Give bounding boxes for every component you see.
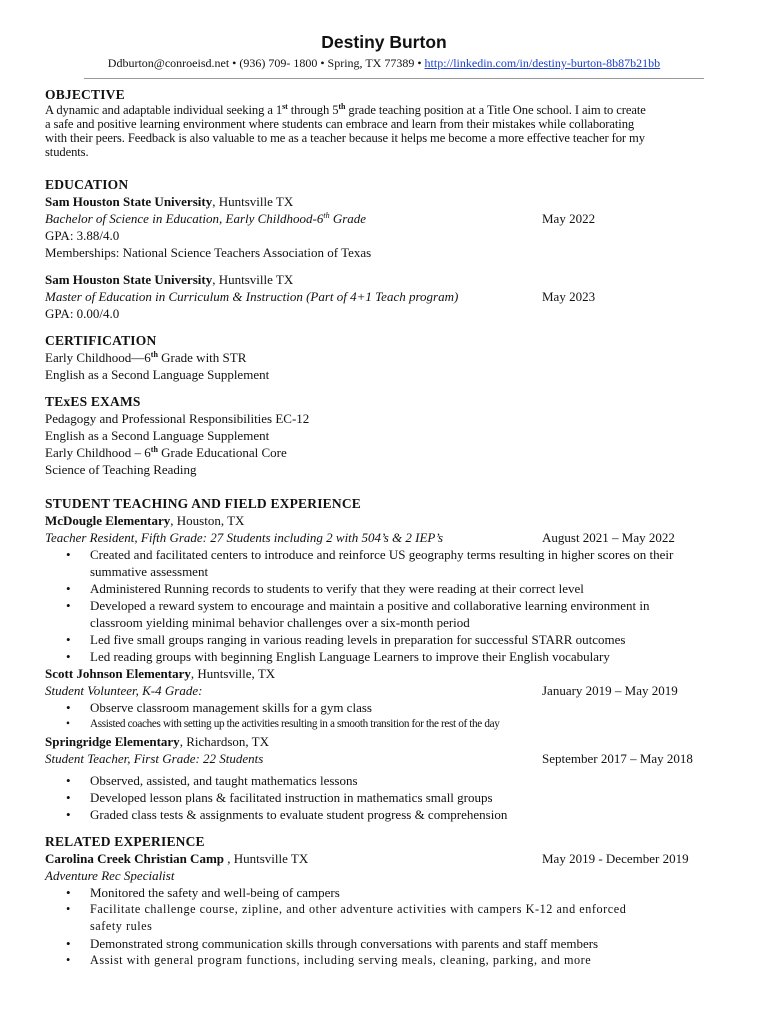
education-date: May 2022: [542, 211, 596, 226]
objective-sup-a: st: [282, 102, 288, 111]
bullet-item: • Observe classroom management skills for a gym class: [45, 699, 725, 716]
job-date: September 2017 – May 2018: [542, 751, 693, 766]
job-bullets: [45, 546, 725, 665]
bullet-item: • Led five small groups ranging in various reading levels in preparation for successful STARR outcomes: [45, 631, 725, 648]
certification-item: Early Childhood—6th Grade with STR: [45, 350, 247, 365]
job-location: , Richardson, TX: [179, 734, 269, 749]
education-date: May 2023: [542, 289, 596, 304]
objective-text-a: A dynamic and adaptable individual seeking a 1: [45, 103, 283, 117]
job-role: Student Teacher, First Grade: 22 Students: [45, 751, 264, 766]
resume-body: [45, 86, 725, 969]
job-date: January 2019 – May 2019: [542, 683, 678, 698]
job-location: , Houston, TX: [170, 513, 245, 528]
bullet-item: • Observed, assisted, and taught mathematics lessons: [45, 772, 725, 789]
objective-text-c: grade teaching position at a Title One school. I aim to create: [345, 103, 646, 117]
bullet-item: • Developed lesson plans & facilitated instruction in mathematics small groups: [45, 789, 725, 806]
texes-heading: TExES EXAMS: [45, 394, 141, 409]
related-org: Carolina Creek Christian Camp: [45, 851, 224, 866]
related-date: May 2019 - December 2019: [542, 851, 689, 866]
contact-details: Ddburton@conroeisd.net • (936) 709- 1800 • Spring, TX 77389 •: [107, 56, 425, 70]
education-location: , Huntsville TX: [212, 272, 294, 287]
education-school: Sam Houston State University: [45, 194, 213, 209]
objective-line: with their peers. Feedback is also valuable to me as a teacher because it helps me become a more effective teacher for my: [45, 131, 645, 145]
texes-item: Early Childhood – 6th Grade Educational Core: [45, 445, 287, 460]
bullet-item: • Assisted coaches with setting up the activities resulting in a smooth transition for the rest of the day: [45, 716, 725, 733]
student-teaching-heading: STUDENT TEACHING AND FIELD EXPERIENCE: [45, 496, 361, 511]
header-divider: [84, 78, 704, 79]
linkedin-link[interactable]: http://linkedin.com/in/destiny-burton-8b87b21bb: [424, 56, 661, 70]
bullet-item: • Monitored the safety and well-being of campers: [45, 884, 725, 901]
job-school: McDougle Elementary: [45, 513, 171, 528]
related-location: , Huntsville TX: [224, 851, 309, 866]
texes-item: English as a Second Language Supplement: [45, 428, 270, 443]
education-degree: Bachelor of Science in Education, Early Childhood-6th Grade: [45, 211, 367, 226]
objective-section: [45, 86, 725, 159]
job-bullets: [45, 699, 725, 733]
education-gpa: GPA: 0.00/4.0: [45, 306, 120, 321]
objective-text-b: through 5: [287, 103, 339, 117]
education-gpa: GPA: 3.88/4.0: [45, 228, 120, 243]
related-heading: RELATED EXPERIENCE: [45, 834, 205, 849]
texes-section: [45, 393, 725, 478]
candidate-name: Destiny Burton: [321, 32, 447, 52]
certification-section: [45, 332, 725, 383]
student-teaching-section: [45, 495, 725, 823]
job-role: Student Volunteer, K-4 Grade:: [45, 683, 203, 698]
objective-heading: OBJECTIVE: [45, 87, 125, 102]
bullet-item: • Administered Running records to students to verify that they were reading at their correct level: [45, 580, 725, 597]
job-date: August 2021 – May 2022: [542, 530, 675, 545]
texes-item: Pedagogy and Professional Responsibilities EC-12: [45, 411, 310, 426]
education-memberships: Memberships: National Science Teachers Association of Texas: [45, 245, 372, 260]
job-bullets: [45, 772, 725, 823]
education-section: [45, 176, 725, 322]
job-school: Scott Johnson Elementary: [45, 666, 191, 681]
certification-heading: CERTIFICATION: [45, 333, 157, 348]
job-school: Springridge Elementary: [45, 734, 180, 749]
bullet-item: • Created and facilitated centers to introduce and reinforce US geography terms resulting in higher scores on their summative assessment: [45, 546, 725, 580]
job-role: Teacher Resident, Fifth Grade: 27 Students including 2 with 504’s & 2 IEP’s: [45, 530, 444, 545]
contact-line: [0, 56, 768, 71]
bullet-item: • Assist with general program functions, including serving meals, cleaning, parking, and more: [45, 952, 725, 969]
objective-text: [45, 103, 725, 159]
objective-sup-b: th: [338, 102, 346, 111]
related-section: [45, 833, 725, 969]
related-role: Adventure Rec Specialist: [45, 868, 175, 883]
objective-line: a safe and positive learning environment where students can embrace and learn from their mistakes while collaborating: [45, 117, 635, 131]
education-school: Sam Houston State University: [45, 272, 213, 287]
education-heading: EDUCATION: [45, 177, 129, 192]
education-location: , Huntsville TX: [212, 194, 294, 209]
education-degree: Master of Education in Curriculum & Instruction (Part of 4+1 Teach program): [45, 289, 459, 304]
bullet-item: • Demonstrated strong communication skills through conversations with parents and staff members: [45, 935, 725, 952]
bullet-item: • Developed a reward system to encourage and maintain a positive and collaborative learning environment in classroom yielding minimal behavior challenges over a six-month period: [45, 597, 725, 631]
bullet-item: • Led reading groups with beginning English Language Learners to improve their English vocabulary: [45, 648, 725, 665]
job-location: , Huntsville, TX: [190, 666, 276, 681]
related-bullets: [45, 884, 725, 969]
bullet-item: • Facilitate challenge course, zipline, and other adventure activities with campers K-12 and enforced safety rules: [45, 901, 725, 935]
bullet-item: • Graded class tests & assignments to evaluate student progress & comprehension: [45, 806, 725, 823]
objective-line: students.: [45, 145, 89, 159]
texes-item: Science of Teaching Reading: [45, 462, 197, 477]
certification-item: English as a Second Language Supplement: [45, 367, 270, 382]
